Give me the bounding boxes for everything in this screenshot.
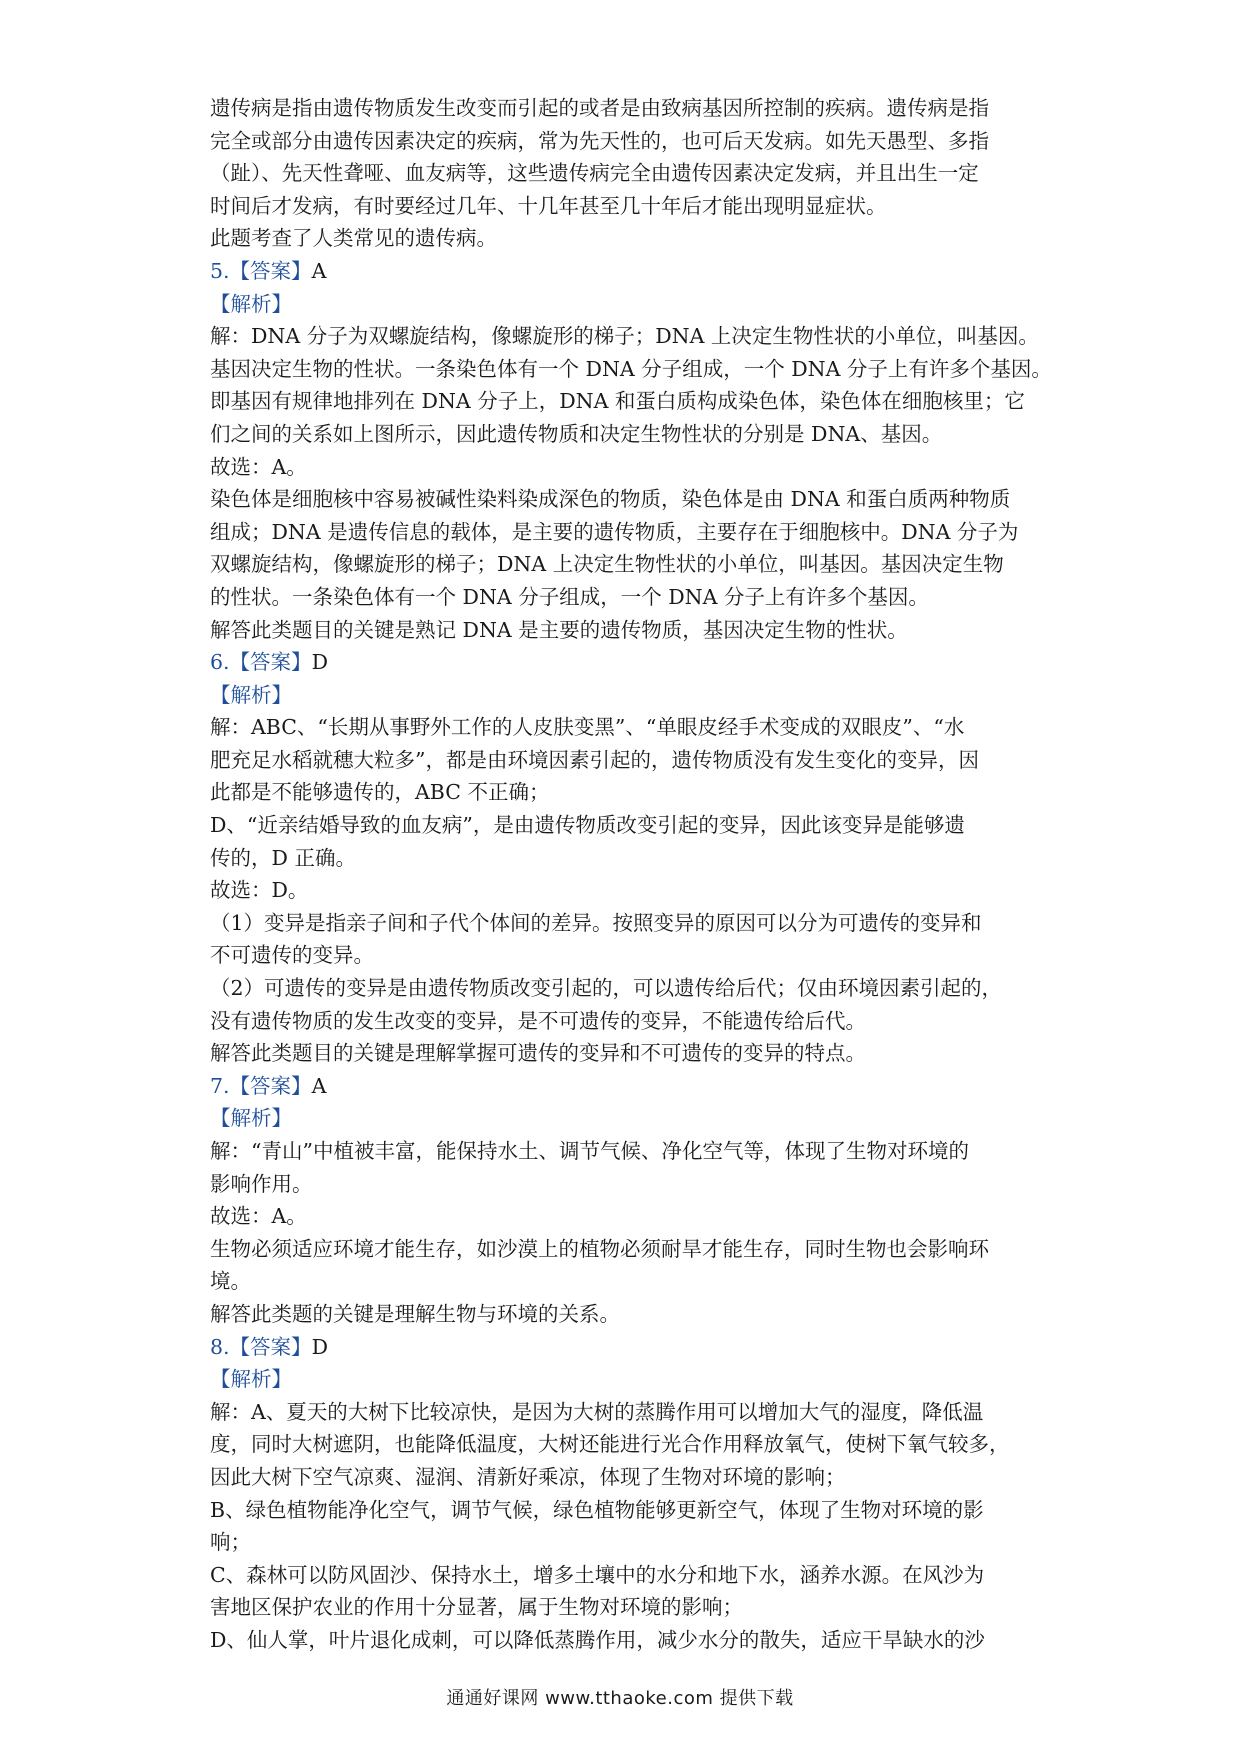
text-line: 因此大树下空气凉爽、湿润、清新好乘凉，体现了生物对环境的影响；	[210, 1464, 846, 1489]
text-line: 不可遗传的变异。	[210, 943, 374, 968]
answer-heading	[210, 646, 1040, 679]
text-line: （2）可遗传的变异是由遗传物质改变引起的，可以遗传给后代；仅由环境因素引起的，	[210, 976, 1003, 1001]
text-line: 解：“青山”中植被丰富，能保持水土、调节气候、净化空气等，体现了生物对环境的	[210, 1139, 969, 1163]
section-label: 5.【答案】	[210, 258, 312, 283]
text-line: D、仙人掌，叶片退化成刺，可以降低蒸腾作用，减少水分的散失，适应干旱缺水的沙	[210, 1627, 985, 1652]
answer-value: D	[311, 1334, 328, 1359]
text-line: 即基因有规律地排列在 DNA 分子上，DNA 和蛋白质构成染色体，染色体在细胞核里；它	[210, 389, 1025, 414]
analysis-heading	[210, 288, 1040, 321]
text-line: 时间后才发病，有时要经过几年、十几年甚至几十年后才能出现明显症状。	[210, 193, 887, 218]
answer-value: A	[311, 258, 327, 283]
text-line: 解：DNA 分子为双螺旋结构，像螺旋形的梯子；DNA 上决定生物性状的小单位，叫基因。	[210, 324, 1039, 349]
text-line: 生物必须适应环境才能生存，如沙漠上的植物必须耐旱才能生存，同时生物也会影响环	[210, 1236, 989, 1261]
answer-value: D	[311, 650, 328, 675]
answer-heading	[210, 255, 1040, 288]
text-line: 传的，D 正确。	[210, 845, 356, 870]
text-line: 没有遗传物质的发生改变的变异，是不可遗传的变异，不能遗传给后代。	[210, 1008, 866, 1033]
text-line: 们之间的关系如上图所示，因此遗传物质和决定生物性状的分别是 DNA、基因。	[210, 421, 943, 446]
text-line: 完全或部分由遗传因素决定的疾病，常为先天性的，也可后天发病。如先天愚型、多指	[210, 128, 989, 153]
text-line: 的性状。一条染色体有一个 DNA 分子组成，一个 DNA 分子上有许多个基因。	[210, 584, 929, 609]
text-line: 解答此类题目的关键是理解掌握可遗传的变异和不可遗传的变异的特点。	[210, 1041, 866, 1066]
answer-heading	[210, 1070, 1040, 1103]
section-label: 【解析】	[210, 291, 292, 316]
text-line: 解答此类题的关键是理解生物与环境的关系。	[210, 1301, 620, 1326]
text-line: 组成；DNA 是遗传信息的载体，是主要的遗传物质，主要存在于细胞核中。DNA 分子为	[210, 519, 1019, 544]
text-line: 解：A、夏天的大树下比较凉快，是因为大树的蒸腾作用可以增加大气的湿度，降低温	[210, 1399, 984, 1424]
text-line: 此都是不能够遗传的，ABC 不正确；	[210, 780, 550, 805]
text-line: 故选：D。	[210, 878, 309, 903]
text-line: 解：ABC、“长期从事野外工作的人皮肤变黑”、“单眼皮经手术变成的双眼皮”、“水	[210, 715, 965, 740]
text-line: 肥充足水稻就穗大粒多”，都是由环境因素引起的，遗传物质没有发生变化的变异，因	[210, 747, 979, 772]
text-line: 解答此类题目的关键是熟记 DNA 是主要的遗传物质，基因决定生物的性状。	[210, 617, 908, 642]
text-line: 染色体是细胞核中容易被碱性染料染成深色的物质，染色体是由 DNA 和蛋白质两种物质	[210, 487, 1011, 512]
text-line: 基因决定生物的性状。一条染色体有一个 DNA 分子组成，一个 DNA 分子上有许多个基因。	[210, 356, 1052, 381]
text-line: 害地区保护农业的作用十分显著，属于生物对环境的影响；	[210, 1595, 743, 1620]
answer-heading	[210, 1331, 1040, 1364]
section-label: 7.【答案】	[210, 1073, 312, 1098]
analysis-heading	[210, 679, 1040, 712]
text-line: （趾）、先天性聋哑、血友病等，这些遗传病完全由遗传因素决定发病，并且出生一定	[210, 161, 979, 186]
text-line: 双螺旋结构，像螺旋形的梯子；DNA 上决定生物性状的小单位，叫基因。基因决定生物	[210, 552, 1004, 577]
text-line: 此题考查了人类常见的遗传病。	[210, 226, 497, 251]
document-body	[210, 92, 1052, 1657]
section-label: 【解析】	[210, 1106, 292, 1131]
text-line: 故选：A。	[210, 1204, 307, 1229]
section-label: 8.【答案】	[210, 1334, 312, 1359]
answer-value: A	[311, 1073, 327, 1098]
text-line: 影响作用。	[210, 1171, 313, 1196]
section-label: 6.【答案】	[210, 650, 312, 675]
analysis-heading	[210, 1102, 1040, 1135]
text-line: B、绿色植物能净化空气，调节气候，绿色植物能够更新空气，体现了生物对环境的影	[210, 1497, 984, 1522]
text-line: 度，同时大树遮阴，也能降低温度，大树还能进行光合作用释放氧气，使树下氧气较多，	[210, 1432, 1010, 1457]
text-line: 响；	[210, 1530, 251, 1555]
text-line: 遗传病是指由遗传物质发生改变而引起的或者是由致病基因所控制的疾病。遗传病是指	[210, 96, 989, 120]
text-line: D、“近亲结婚导致的血友病”，是由遗传物质改变引起的变异，因此该变异是能够遗	[210, 813, 965, 838]
section-label: 【解析】	[210, 682, 292, 707]
analysis-heading	[210, 1363, 1040, 1396]
text-line: 境。	[210, 1269, 251, 1294]
page-footer: 通通好课网 www.tthaoke.com 提供下载	[446, 1688, 794, 1709]
text-line: C、森林可以防风固沙、保持水土，增多土壤中的水分和地下水，涵养水源。在风沙为	[210, 1562, 985, 1587]
section-label: 【解析】	[210, 1367, 292, 1392]
text-line: 故选：A。	[210, 454, 307, 479]
text-line: （1）变异是指亲子间和子代个体间的差异。按照变异的原因可以分为可遗传的变异和	[210, 910, 982, 935]
